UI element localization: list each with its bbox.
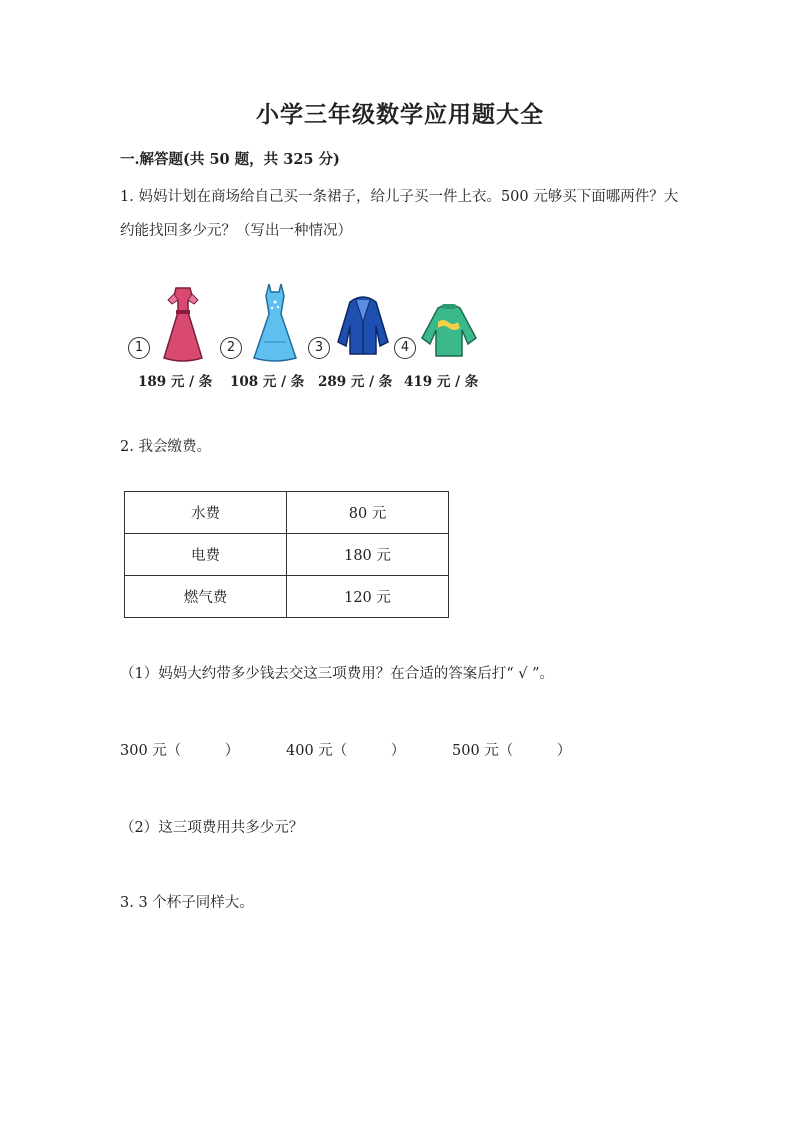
item-1 (128, 282, 218, 392)
item-price: 419 元 / 条 (404, 374, 479, 390)
choice-300[interactable]: 300 元（ ） (120, 743, 240, 759)
choice-400[interactable]: 400 元（ ） (286, 743, 406, 759)
clothing-items (128, 282, 488, 392)
fee-table (124, 491, 449, 618)
red-dress-icon (152, 282, 214, 364)
page-title: 小学三年级数学应用题大全 (256, 101, 544, 128)
fee-amount: 80 元 (287, 492, 449, 534)
item-number: 2 (220, 337, 242, 359)
fee-item: 燃气费 (125, 576, 287, 618)
choice-500[interactable]: 500 元（ ） (452, 743, 572, 759)
item-3 (308, 282, 398, 392)
fee-item: 水费 (125, 492, 287, 534)
item-price: 289 元 / 条 (318, 374, 393, 390)
fee-item: 电费 (125, 534, 287, 576)
question-1-text: 1. 妈妈计划在商场给自己买一条裙子，给儿子买一件上衣。500 元够买下面哪两件？大约能找回多少元？（写出一种情况） (120, 189, 679, 239)
item-price: 108 元 / 条 (230, 374, 305, 390)
sub-question-2: （2）这三项费用共多少元？ (120, 820, 304, 836)
section-heading: 一.解答题(共 50 题，共 325 分) (120, 151, 340, 168)
item-4 (394, 282, 484, 392)
sub-question-1: （1）妈妈大约带多少钱去交这三项费用？在合适的答案后打“ √ ”。 (120, 666, 555, 682)
table-row (125, 576, 449, 618)
answer-choices (120, 739, 680, 763)
table-row (125, 534, 449, 576)
question-3-text: 3. 3 个杯子同样大。 (120, 895, 254, 911)
table-row (125, 492, 449, 534)
item-number: 1 (128, 337, 150, 359)
green-sweater-icon (418, 282, 480, 364)
question-2-text: 2. 我会缴费。 (120, 439, 211, 455)
fee-amount: 120 元 (287, 576, 449, 618)
blue-jacket-icon (332, 282, 394, 364)
item-number: 4 (394, 337, 416, 359)
fee-amount: 180 元 (287, 534, 449, 576)
item-price: 189 元 / 条 (138, 374, 213, 390)
blue-dress-icon (244, 282, 306, 364)
item-number: 3 (308, 337, 330, 359)
item-2 (220, 282, 310, 392)
